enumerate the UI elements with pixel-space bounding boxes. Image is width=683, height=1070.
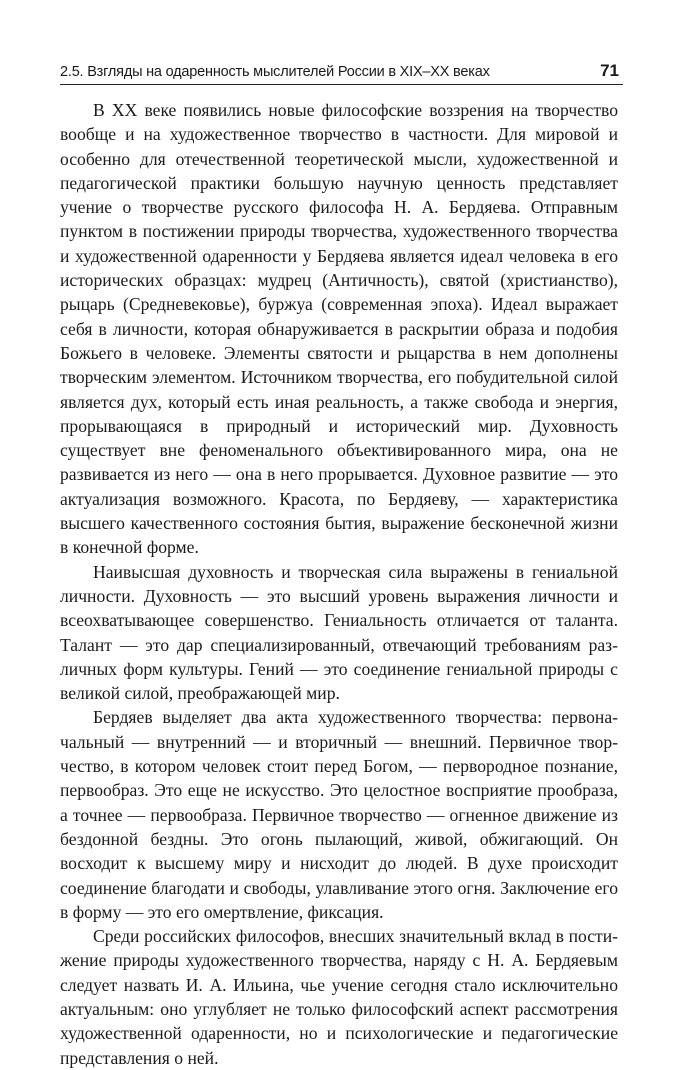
page-number: 71: [600, 61, 619, 80]
body-text: [60, 98, 618, 1070]
running-head: [60, 60, 623, 85]
paragraph: Бердяев выделяет два акта художественного творчества: первоначальный — внутренний — и вторичный — внешний. Первичное творчество, в котором человек стоит перед Богом, — первородное познание, первообраз. Это еще не искусство. Это целостное восприятие прообраза, а точнее — первообраза. Первичное творчество — огненное движение из бездонной бездны. Это огонь пылающий, живой, обжигающий. Он восходит к высшему миру и нисходит до людей. В духе происходит соединение благодати и свободы, улавливание этого огня. Заключение его в форму — это его омертвление, фиксация.: [60, 707, 618, 922]
paragraph: В XX веке появились новые философские воззрения на творчество вообще и на художественное творчество в частности. Для мировой и особенно для отечественной теоретической мысли, художественной и педагогической практики большую научную ценность представляет учение о творчестве русского философа Н. А. Бердяева. Отправным пунктом в постижении природы творчества, художественного творчества и художественной одаренности у Бердяева является идеал человека в его исторических образцах: мудрец (Античность), святой (христианство), рыцарь (Средневековье), буржуа (современная эпоха). Идеал выражает себя в личности, которая обнаруживается в раскрытии образа и подобия Божьего в человеке. Элементы святости и рыцарства в нем дополнены творческим элементом. Источником творчества, его побудительной силой является дух, который есть иная реальность, а также свобода и энергия, прорывающаяся в природный и исторический мир. Духовность существует вне феноменального объективированного мира, она не развивается из него — она в него прорывается. Духовное развитие — это актуализация возможного. Красота, по Бердяеву, — характеристика высшего качественного состояния бытия, выражение бесконечной жизни в конечной форме.: [60, 100, 618, 558]
paragraph: Среди российских философов, внесших значительный вклад в постижение природы художественного творчества, наряду с Н. А. Бердяевым следует назвать И. А. Ильина, чье учение сегодня стало исключительно актуальным: оно углубляет не только философский аспект рассмотрения художественной одаренности, но и психологические и педагогические представления о ней.: [60, 926, 618, 1068]
paragraph: Наивысшая духовность и творческая сила выражены в гениальной личности. Духовность — это высший уровень выражения личности и всеохватывающее совершенство. Гениальность отличается от таланта. Талант — это дар специализированный, отвечающий требованиям различных форм культуры. Гений — это соединение гениальной природы с великой силой, преображающей мир.: [60, 561, 618, 704]
running-title: 2.5. Взгляды на одаренность мыслителей России в XIX–XX веках: [60, 64, 490, 80]
